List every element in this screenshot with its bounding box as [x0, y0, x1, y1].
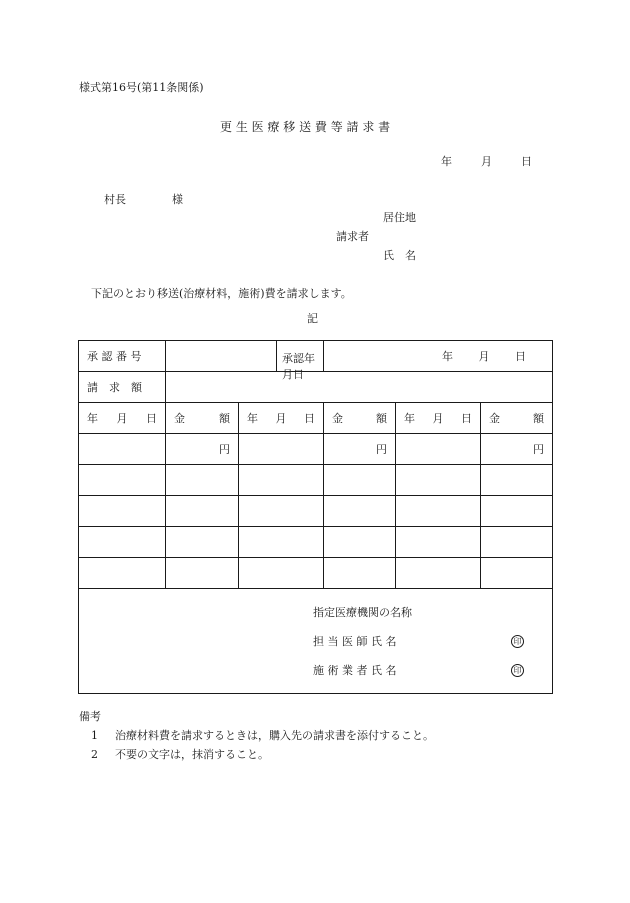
- col-date-header-2: 年 月 日: [239, 403, 324, 434]
- date-cell[interactable]: [239, 434, 324, 465]
- institution-cell[interactable]: [79, 589, 553, 694]
- seal-icon: 印: [511, 635, 524, 648]
- approval-month: 月: [478, 350, 490, 363]
- claim-table: [78, 340, 553, 694]
- address-label: 居住地: [383, 211, 416, 224]
- addressee-honorific: 様: [172, 193, 183, 206]
- amount-cell[interactable]: [166, 465, 239, 496]
- table-row: [79, 527, 553, 558]
- amount-cell[interactable]: [324, 496, 396, 527]
- col-date-header-3: 年 月 日: [396, 403, 481, 434]
- table-row: [79, 558, 553, 589]
- col-date-header-1: 年 月 日: [79, 403, 166, 434]
- approval-row: [79, 341, 553, 372]
- date-cell[interactable]: [79, 465, 166, 496]
- institution-label: 指定医療機関の名称: [313, 606, 412, 619]
- amount-cell[interactable]: [166, 496, 239, 527]
- approval-date-field[interactable]: [324, 341, 553, 372]
- amount-cell[interactable]: [324, 434, 396, 465]
- date-cell[interactable]: [239, 558, 324, 589]
- document-title: 更 生 医 療 移 送 費 等 請 求 書: [220, 120, 391, 134]
- approval-day: 日: [515, 350, 526, 363]
- amount-cell[interactable]: [324, 465, 396, 496]
- date-day: 日: [521, 155, 532, 168]
- note-number: 2: [91, 748, 98, 761]
- name-label: 氏 名: [383, 249, 416, 262]
- doctor-label: 担 当 医 師 氏 名: [313, 635, 397, 648]
- table-row: [79, 465, 553, 496]
- ki-label: 記: [307, 312, 318, 325]
- intro-text: 下記のとおり移送(治療材料，施術)費を請求します。: [91, 287, 352, 300]
- date-month: 月: [481, 155, 492, 168]
- amount-cell[interactable]: [481, 558, 553, 589]
- date-cell[interactable]: [79, 496, 166, 527]
- amount-cell[interactable]: [324, 558, 396, 589]
- date-cell[interactable]: [239, 465, 324, 496]
- table-row: [79, 496, 553, 527]
- yen-label: 円: [376, 443, 387, 456]
- amount-cell[interactable]: [481, 434, 553, 465]
- amount-cell[interactable]: [166, 558, 239, 589]
- column-header-row: [79, 403, 553, 434]
- practitioner-label: 施 術 業 者 氏 名: [313, 664, 397, 677]
- date-cell[interactable]: [239, 496, 324, 527]
- approval-no-field[interactable]: [166, 341, 324, 381]
- approval-date-label: 承認年月日: [282, 352, 315, 381]
- date-line: [441, 156, 532, 167]
- institution-row: [79, 589, 553, 694]
- note-number: 1: [91, 729, 98, 742]
- date-cell[interactable]: [239, 527, 324, 558]
- note-text: 治療材料費を請求するときは，購入先の請求書を添付すること。: [115, 729, 434, 742]
- col-amount-header-1: 金 額: [166, 403, 239, 434]
- yen-label: 円: [219, 443, 230, 456]
- form-number: 様式第16号(第11条関係): [79, 81, 204, 94]
- date-cell[interactable]: [396, 558, 481, 589]
- claim-amount-field[interactable]: [166, 372, 553, 403]
- date-cell[interactable]: [396, 434, 481, 465]
- date-year: 年: [441, 155, 452, 168]
- addressee-name: 村長: [104, 193, 126, 206]
- date-cell[interactable]: [79, 527, 166, 558]
- notes-heading: 備考: [79, 710, 101, 723]
- claim-amount-label: 請 求 額: [79, 372, 166, 403]
- amount-cell[interactable]: [481, 465, 553, 496]
- amount-cell[interactable]: [481, 527, 553, 558]
- amount-cell[interactable]: [166, 527, 239, 558]
- note-item: [91, 730, 434, 741]
- seal-icon: 印: [511, 664, 524, 677]
- date-cell[interactable]: [396, 496, 481, 527]
- note-text: 不要の文字は，抹消すること。: [115, 748, 269, 761]
- date-cell[interactable]: [396, 527, 481, 558]
- approval-year: 年: [442, 350, 453, 363]
- col-amount-header-2: 金 額: [324, 403, 396, 434]
- date-cell[interactable]: [79, 434, 166, 465]
- approval-no-label: 承 認 番 号: [79, 341, 166, 372]
- col-amount-header-3: 金 額: [481, 403, 553, 434]
- date-cell[interactable]: [79, 558, 166, 589]
- amount-cell[interactable]: [324, 527, 396, 558]
- date-cell[interactable]: [396, 465, 481, 496]
- yen-label: 円: [533, 443, 545, 456]
- amount-cell[interactable]: [166, 434, 239, 465]
- note-item: [91, 749, 269, 760]
- table-row: [79, 434, 553, 465]
- claimant-label: 請求者: [336, 230, 369, 243]
- amount-cell[interactable]: [481, 496, 553, 527]
